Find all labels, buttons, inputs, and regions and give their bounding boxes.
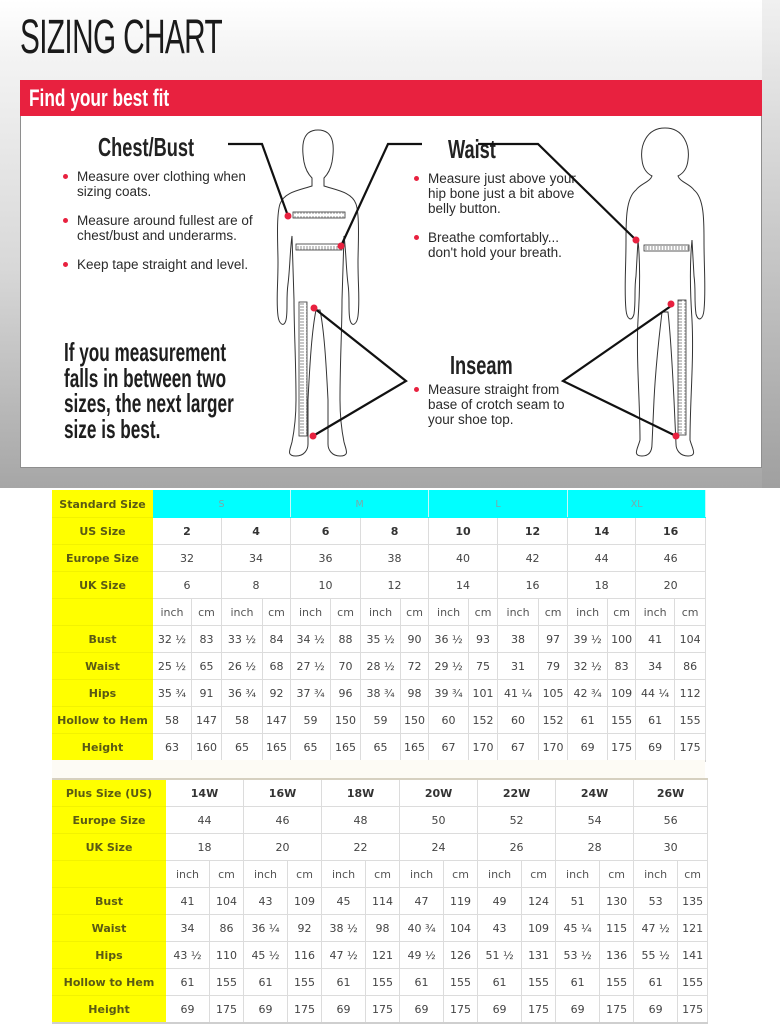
waist-value-cell: 34: [636, 653, 675, 680]
hips-row: [53, 680, 706, 707]
height-value-cell: 165: [401, 734, 429, 762]
standard-size-cell: L: [429, 491, 568, 518]
europe-size-cell: 32: [153, 545, 222, 572]
bust-value-cell: 124: [522, 888, 556, 915]
bust-value-cell: 53: [634, 888, 678, 915]
uk-size-cell: 22: [322, 834, 400, 861]
waist-value-cell: 65: [192, 653, 222, 680]
standard-size-row: [53, 491, 706, 518]
row-label: Height: [53, 996, 166, 1024]
bust-value-cell: 33 ½: [222, 626, 263, 653]
waist-value-cell: 31: [498, 653, 539, 680]
waist-value-cell: 121: [678, 915, 708, 942]
europe-size-cell: 52: [478, 807, 556, 834]
bust-value-cell: 39 ½: [568, 626, 608, 653]
row-label: Europe Size: [53, 807, 166, 834]
europe-size-cell: 42: [498, 545, 568, 572]
height-value-cell: 65: [222, 734, 263, 762]
europe-size-cell: 48: [322, 807, 400, 834]
hips-value-cell: 96: [331, 680, 361, 707]
hips-value-cell: 136: [600, 942, 634, 969]
hips-value-cell: 49 ½: [400, 942, 444, 969]
europe-size-cell: 38: [361, 545, 429, 572]
unit-inch-cell: inch: [244, 861, 288, 888]
europe-size-cell: 40: [429, 545, 498, 572]
unit-inch-cell: inch: [478, 861, 522, 888]
plus-size-cell: 22W: [478, 779, 556, 807]
height-value-cell: 175: [444, 996, 478, 1024]
bust-value-cell: 43: [244, 888, 288, 915]
us-size-cell: 4: [222, 518, 291, 545]
waist-value-cell: 45 ¼: [556, 915, 600, 942]
unit-inch-cell: inch: [498, 599, 539, 626]
unit-inch-cell: inch: [166, 861, 210, 888]
hollow-value-cell: 61: [166, 969, 210, 996]
europe-size-cell: 34: [222, 545, 291, 572]
hips-value-cell: 105: [539, 680, 568, 707]
hips-value-cell: 109: [608, 680, 636, 707]
waist-value-cell: 109: [522, 915, 556, 942]
fit-note-line: falls in between two: [64, 362, 227, 393]
europe-size-cell: 46: [244, 807, 322, 834]
waist-value-cell: 27 ½: [291, 653, 331, 680]
hips-value-cell: 98: [401, 680, 429, 707]
table-spacer: [52, 760, 705, 778]
chest-title: Chest/Bust: [98, 132, 195, 162]
height-value-cell: 175: [366, 996, 400, 1024]
hollow-value-cell: 59: [291, 707, 331, 734]
europe-size-row: [53, 807, 708, 834]
hollow-value-cell: 155: [522, 969, 556, 996]
hollow-value-cell: 61: [400, 969, 444, 996]
bust-value-cell: 135: [678, 888, 708, 915]
unit-inch-cell: inch: [322, 861, 366, 888]
europe-size-cell: 46: [636, 545, 706, 572]
row-label: Height: [53, 734, 153, 762]
height-value-cell: 69: [244, 996, 288, 1024]
row-label-empty: [53, 861, 166, 888]
row-label: Hips: [53, 942, 166, 969]
height-value-cell: 69: [636, 734, 675, 762]
bust-value-cell: 104: [675, 626, 706, 653]
chest-bullet: Measure around fullest are of chest/bust and underarms.: [63, 213, 253, 243]
height-value-cell: 69: [400, 996, 444, 1024]
hips-value-cell: 92: [263, 680, 291, 707]
waist-value-cell: 40 ¾: [400, 915, 444, 942]
unit-cm-cell: cm: [675, 599, 706, 626]
unit-inch-cell: inch: [153, 599, 192, 626]
hollow-value-cell: 61: [634, 969, 678, 996]
row-label: UK Size: [53, 834, 166, 861]
us-size-cell: 6: [291, 518, 361, 545]
height-value-cell: 175: [600, 996, 634, 1024]
us-size-cell: 16: [636, 518, 706, 545]
waist-value-cell: 68: [263, 653, 291, 680]
chest-bullets: [63, 169, 253, 286]
unit-cm-cell: cm: [600, 861, 634, 888]
height-value-cell: 175: [210, 996, 244, 1024]
hollow-value-cell: 155: [444, 969, 478, 996]
bust-value-cell: 130: [600, 888, 634, 915]
standard-size-cell: M: [291, 491, 429, 518]
standard-size-cell: XL: [568, 491, 706, 518]
bust-value-cell: 104: [210, 888, 244, 915]
europe-size-cell: 36: [291, 545, 361, 572]
hollow-value-cell: 58: [222, 707, 263, 734]
height-value-cell: 69: [166, 996, 210, 1024]
hips-value-cell: 47 ½: [322, 942, 366, 969]
hollow-value-cell: 155: [675, 707, 706, 734]
hollow-value-cell: 147: [263, 707, 291, 734]
bust-value-cell: 90: [401, 626, 429, 653]
row-label: Hollow to Hem: [53, 969, 166, 996]
us-size-cell: 10: [429, 518, 498, 545]
waist-value-cell: 70: [331, 653, 361, 680]
row-label: US Size: [53, 518, 153, 545]
waist-value-cell: 75: [469, 653, 498, 680]
row-label-empty: [53, 599, 153, 626]
bust-value-cell: 109: [288, 888, 322, 915]
unit-inch-cell: inch: [568, 599, 608, 626]
hips-value-cell: 91: [192, 680, 222, 707]
fit-header-bar: [20, 80, 762, 116]
hollow-value-cell: 61: [568, 707, 608, 734]
inseam-title: Inseam: [450, 350, 513, 380]
unit-cm-cell: cm: [192, 599, 222, 626]
unit-cm-cell: cm: [288, 861, 322, 888]
uk-size-cell: 24: [400, 834, 478, 861]
hollow-value-cell: 152: [469, 707, 498, 734]
unit-cm-cell: cm: [608, 599, 636, 626]
waist-value-cell: 26 ½: [222, 653, 263, 680]
bust-row: [53, 626, 706, 653]
waist-value-cell: 28 ½: [361, 653, 401, 680]
row-label: Hollow to Hem: [53, 707, 153, 734]
unit-inch-cell: inch: [222, 599, 263, 626]
height-value-cell: 160: [192, 734, 222, 762]
waist-value-cell: 47 ½: [634, 915, 678, 942]
height-value-cell: 175: [675, 734, 706, 762]
hollow-value-cell: 155: [678, 969, 708, 996]
waist-value-cell: 38 ½: [322, 915, 366, 942]
unit-cm-cell: cm: [331, 599, 361, 626]
unit-cm-cell: cm: [263, 599, 291, 626]
hollow-value-cell: 155: [608, 707, 636, 734]
hips-value-cell: 101: [469, 680, 498, 707]
unit-cm-cell: cm: [539, 599, 568, 626]
unit-cm-cell: cm: [401, 599, 429, 626]
waist-row: [53, 653, 706, 680]
plus-size-cell: 26W: [634, 779, 708, 807]
bust-value-cell: 36 ½: [429, 626, 469, 653]
uk-size-cell: 30: [634, 834, 708, 861]
plus-size-row: [53, 779, 708, 807]
hollow-value-cell: 60: [498, 707, 539, 734]
bust-value-cell: 49: [478, 888, 522, 915]
hollow-value-cell: 152: [539, 707, 568, 734]
bust-value-cell: 35 ½: [361, 626, 401, 653]
height-row: [53, 996, 708, 1024]
bust-value-cell: 45: [322, 888, 366, 915]
europe-size-cell: 44: [166, 807, 244, 834]
height-value-cell: 69: [568, 734, 608, 762]
hips-row: [53, 942, 708, 969]
row-label: UK Size: [53, 572, 153, 599]
uk-size-cell: 20: [244, 834, 322, 861]
height-row: [53, 734, 706, 762]
hips-value-cell: 112: [675, 680, 706, 707]
us-size-cell: 2: [153, 518, 222, 545]
waist-value-cell: 86: [675, 653, 706, 680]
hips-value-cell: 36 ¾: [222, 680, 263, 707]
hollow-value-cell: 150: [331, 707, 361, 734]
height-value-cell: 67: [429, 734, 469, 762]
waist-value-cell: 72: [401, 653, 429, 680]
bust-value-cell: 119: [444, 888, 478, 915]
standard-size-table: [52, 490, 706, 762]
row-label: Standard Size: [53, 491, 153, 518]
height-value-cell: 175: [522, 996, 556, 1024]
hips-value-cell: 39 ¾: [429, 680, 469, 707]
uk-size-cell: 6: [153, 572, 222, 599]
standard-size-cell: S: [153, 491, 291, 518]
hollow-value-cell: 59: [361, 707, 401, 734]
hips-value-cell: 141: [678, 942, 708, 969]
hollow-value-cell: 61: [556, 969, 600, 996]
uk-size-cell: 14: [429, 572, 498, 599]
inseam-bullet: Measure straight from base of crotch seam to your shoe top.: [414, 382, 574, 427]
row-label: Hips: [53, 680, 153, 707]
height-value-cell: 63: [153, 734, 192, 762]
banner-shadow: [762, 0, 780, 488]
fit-note-line: If you measurement: [64, 337, 227, 367]
hips-value-cell: 121: [366, 942, 400, 969]
hips-value-cell: 55 ½: [634, 942, 678, 969]
us-size-cell: 12: [498, 518, 568, 545]
unit-cm-cell: cm: [522, 861, 556, 888]
unit-row: [53, 599, 706, 626]
hollow-row: [53, 707, 706, 734]
unit-inch-cell: inch: [636, 599, 675, 626]
hollow-value-cell: 61: [478, 969, 522, 996]
europe-size-cell: 54: [556, 807, 634, 834]
waist-value-cell: 86: [210, 915, 244, 942]
waist-value-cell: 32 ½: [568, 653, 608, 680]
bust-value-cell: 114: [366, 888, 400, 915]
row-label: Europe Size: [53, 545, 153, 572]
unit-cm-cell: cm: [678, 861, 708, 888]
hollow-value-cell: 150: [401, 707, 429, 734]
waist-value-cell: 79: [539, 653, 568, 680]
unit-inch-cell: inch: [361, 599, 401, 626]
row-label: Bust: [53, 626, 153, 653]
bust-value-cell: 93: [469, 626, 498, 653]
bust-value-cell: 41: [166, 888, 210, 915]
height-value-cell: 175: [678, 996, 708, 1024]
unit-cm-cell: cm: [469, 599, 498, 626]
uk-size-row: [53, 572, 706, 599]
fit-note: [64, 337, 262, 444]
hollow-value-cell: 155: [366, 969, 400, 996]
uk-size-cell: 16: [498, 572, 568, 599]
hips-value-cell: 41 ¼: [498, 680, 539, 707]
bust-value-cell: 88: [331, 626, 361, 653]
bust-value-cell: 51: [556, 888, 600, 915]
fit-note-line: size is best.: [64, 413, 161, 444]
height-value-cell: 65: [291, 734, 331, 762]
plus-size-cell: 24W: [556, 779, 634, 807]
uk-size-cell: 28: [556, 834, 634, 861]
europe-size-cell: 44: [568, 545, 636, 572]
bust-value-cell: 84: [263, 626, 291, 653]
waist-bullet: Breathe comfortably... don't hold your breath.: [414, 230, 590, 260]
page-title: SIZING CHART: [20, 11, 223, 64]
height-value-cell: 65: [361, 734, 401, 762]
hollow-value-cell: 155: [210, 969, 244, 996]
uk-size-cell: 20: [636, 572, 706, 599]
bust-value-cell: 47: [400, 888, 444, 915]
height-value-cell: 69: [322, 996, 366, 1024]
hips-value-cell: 37 ¾: [291, 680, 331, 707]
waist-bullet: Measure just above your hip bone just a bit above belly button.: [414, 171, 590, 216]
waist-value-cell: 115: [600, 915, 634, 942]
row-label: Bust: [53, 888, 166, 915]
fit-header-text: Find your best fit: [29, 85, 170, 112]
waist-value-cell: 92: [288, 915, 322, 942]
waist-value-cell: 34: [166, 915, 210, 942]
europe-size-row: [53, 545, 706, 572]
hips-value-cell: 126: [444, 942, 478, 969]
hips-value-cell: 116: [288, 942, 322, 969]
hips-value-cell: 43 ½: [166, 942, 210, 969]
europe-size-cell: 56: [634, 807, 708, 834]
us-size-row: [53, 518, 706, 545]
waist-value-cell: 29 ½: [429, 653, 469, 680]
waist-value-cell: 83: [608, 653, 636, 680]
hips-value-cell: 53 ½: [556, 942, 600, 969]
unit-inch-cell: inch: [400, 861, 444, 888]
hips-value-cell: 110: [210, 942, 244, 969]
us-size-cell: 8: [361, 518, 429, 545]
row-label: Waist: [53, 653, 153, 680]
hollow-value-cell: 155: [288, 969, 322, 996]
hollow-row: [53, 969, 708, 996]
hips-value-cell: 51 ½: [478, 942, 522, 969]
europe-size-cell: 50: [400, 807, 478, 834]
unit-inch-cell: inch: [429, 599, 469, 626]
unit-row: [53, 861, 708, 888]
us-size-cell: 14: [568, 518, 636, 545]
uk-size-cell: 18: [166, 834, 244, 861]
inseam-bullets: [414, 382, 574, 441]
uk-size-cell: 10: [291, 572, 361, 599]
waist-title: Waist: [448, 134, 496, 164]
unit-cm-cell: cm: [444, 861, 478, 888]
height-value-cell: 69: [556, 996, 600, 1024]
hollow-value-cell: 61: [244, 969, 288, 996]
unit-inch-cell: inch: [634, 861, 678, 888]
row-label: Plus Size (US): [53, 779, 166, 807]
unit-cm-cell: cm: [366, 861, 400, 888]
chest-bullet: Measure over clothing when sizing coats.: [63, 169, 253, 199]
uk-size-cell: 26: [478, 834, 556, 861]
height-value-cell: 170: [539, 734, 568, 762]
row-label: Waist: [53, 915, 166, 942]
hollow-value-cell: 147: [192, 707, 222, 734]
bust-value-cell: 41: [636, 626, 675, 653]
plus-size-cell: 14W: [166, 779, 244, 807]
height-value-cell: 165: [263, 734, 291, 762]
waist-value-cell: 36 ¼: [244, 915, 288, 942]
hips-value-cell: 38 ¾: [361, 680, 401, 707]
waist-value-cell: 43: [478, 915, 522, 942]
bust-value-cell: 100: [608, 626, 636, 653]
unit-cm-cell: cm: [210, 861, 244, 888]
unit-inch-cell: inch: [291, 599, 331, 626]
hollow-value-cell: 58: [153, 707, 192, 734]
waist-bullets: [414, 171, 590, 274]
bust-value-cell: 32 ½: [153, 626, 192, 653]
height-value-cell: 69: [634, 996, 678, 1024]
waist-value-cell: 104: [444, 915, 478, 942]
bust-value-cell: 38: [498, 626, 539, 653]
plus-size-table: [52, 778, 708, 1024]
uk-size-cell: 8: [222, 572, 291, 599]
bust-value-cell: 97: [539, 626, 568, 653]
uk-size-cell: 12: [361, 572, 429, 599]
waist-value-cell: 98: [366, 915, 400, 942]
waist-value-cell: 25 ½: [153, 653, 192, 680]
bust-value-cell: 83: [192, 626, 222, 653]
height-value-cell: 170: [469, 734, 498, 762]
hollow-value-cell: 60: [429, 707, 469, 734]
hips-value-cell: 35 ¾: [153, 680, 192, 707]
height-value-cell: 69: [478, 996, 522, 1024]
bust-row: [53, 888, 708, 915]
hips-value-cell: 42 ¾: [568, 680, 608, 707]
plus-size-cell: 18W: [322, 779, 400, 807]
hips-value-cell: 45 ½: [244, 942, 288, 969]
height-value-cell: 165: [331, 734, 361, 762]
bust-value-cell: 34 ½: [291, 626, 331, 653]
height-value-cell: 67: [498, 734, 539, 762]
height-value-cell: 175: [608, 734, 636, 762]
hips-value-cell: 44 ¼: [636, 680, 675, 707]
height-value-cell: 175: [288, 996, 322, 1024]
hollow-value-cell: 61: [636, 707, 675, 734]
plus-size-cell: 16W: [244, 779, 322, 807]
fit-note-line: sizes, the next larger: [64, 388, 234, 418]
chest-bullet: Keep tape straight and level.: [63, 257, 253, 272]
hollow-value-cell: 61: [322, 969, 366, 996]
waist-row: [53, 915, 708, 942]
hollow-value-cell: 155: [600, 969, 634, 996]
hips-value-cell: 131: [522, 942, 556, 969]
plus-size-cell: 20W: [400, 779, 478, 807]
unit-inch-cell: inch: [556, 861, 600, 888]
uk-size-cell: 18: [568, 572, 636, 599]
uk-size-row: [53, 834, 708, 861]
